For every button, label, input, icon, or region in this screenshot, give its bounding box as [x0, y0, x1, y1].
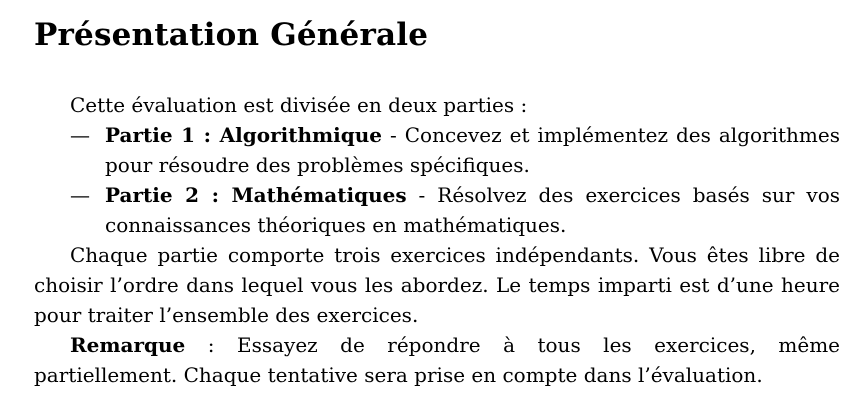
remark-separator: :: [185, 333, 237, 357]
parts-list: [34, 120, 840, 240]
part-description: Concevez et implémentez des algorithmes pour résoudre des problèmes spécifiques.: [105, 123, 840, 177]
remark-label: Remarque: [70, 333, 186, 357]
part-separator: -: [382, 123, 405, 147]
info-paragraph: Chaque partie comporte trois exercices indépendants. Vous êtes libre de choisir l’ordre dans lequel vous les abordez. Le temps imparti est d’une heure pour traiter l’ensemble des exercices.: [34, 243, 840, 327]
part-description: Résolvez des exercices basés sur vos connaissances théoriques en mathématiques.: [105, 183, 840, 237]
intro-paragraph: Cette évaluation est divisée en deux parties :: [70, 93, 528, 117]
list-item: [34, 120, 840, 180]
part-label: Partie 2 : Mathématiques: [105, 183, 407, 207]
section-body: [34, 90, 840, 390]
document-page: [34, 14, 840, 390]
remark-paragraph: [34, 330, 840, 390]
part-label: Partie 1 : Algorithmique: [105, 123, 382, 147]
remark-text: Essayez de répondre à tous les exercices, même partiellement. Chaque tentative sera prise en compte dans l’évaluation.: [34, 333, 841, 387]
list-item: [34, 180, 840, 240]
section-title: Présentation Générale: [34, 17, 429, 53]
part-separator: -: [406, 183, 438, 207]
list-dash: —: [70, 123, 90, 147]
list-dash: —: [70, 183, 90, 207]
